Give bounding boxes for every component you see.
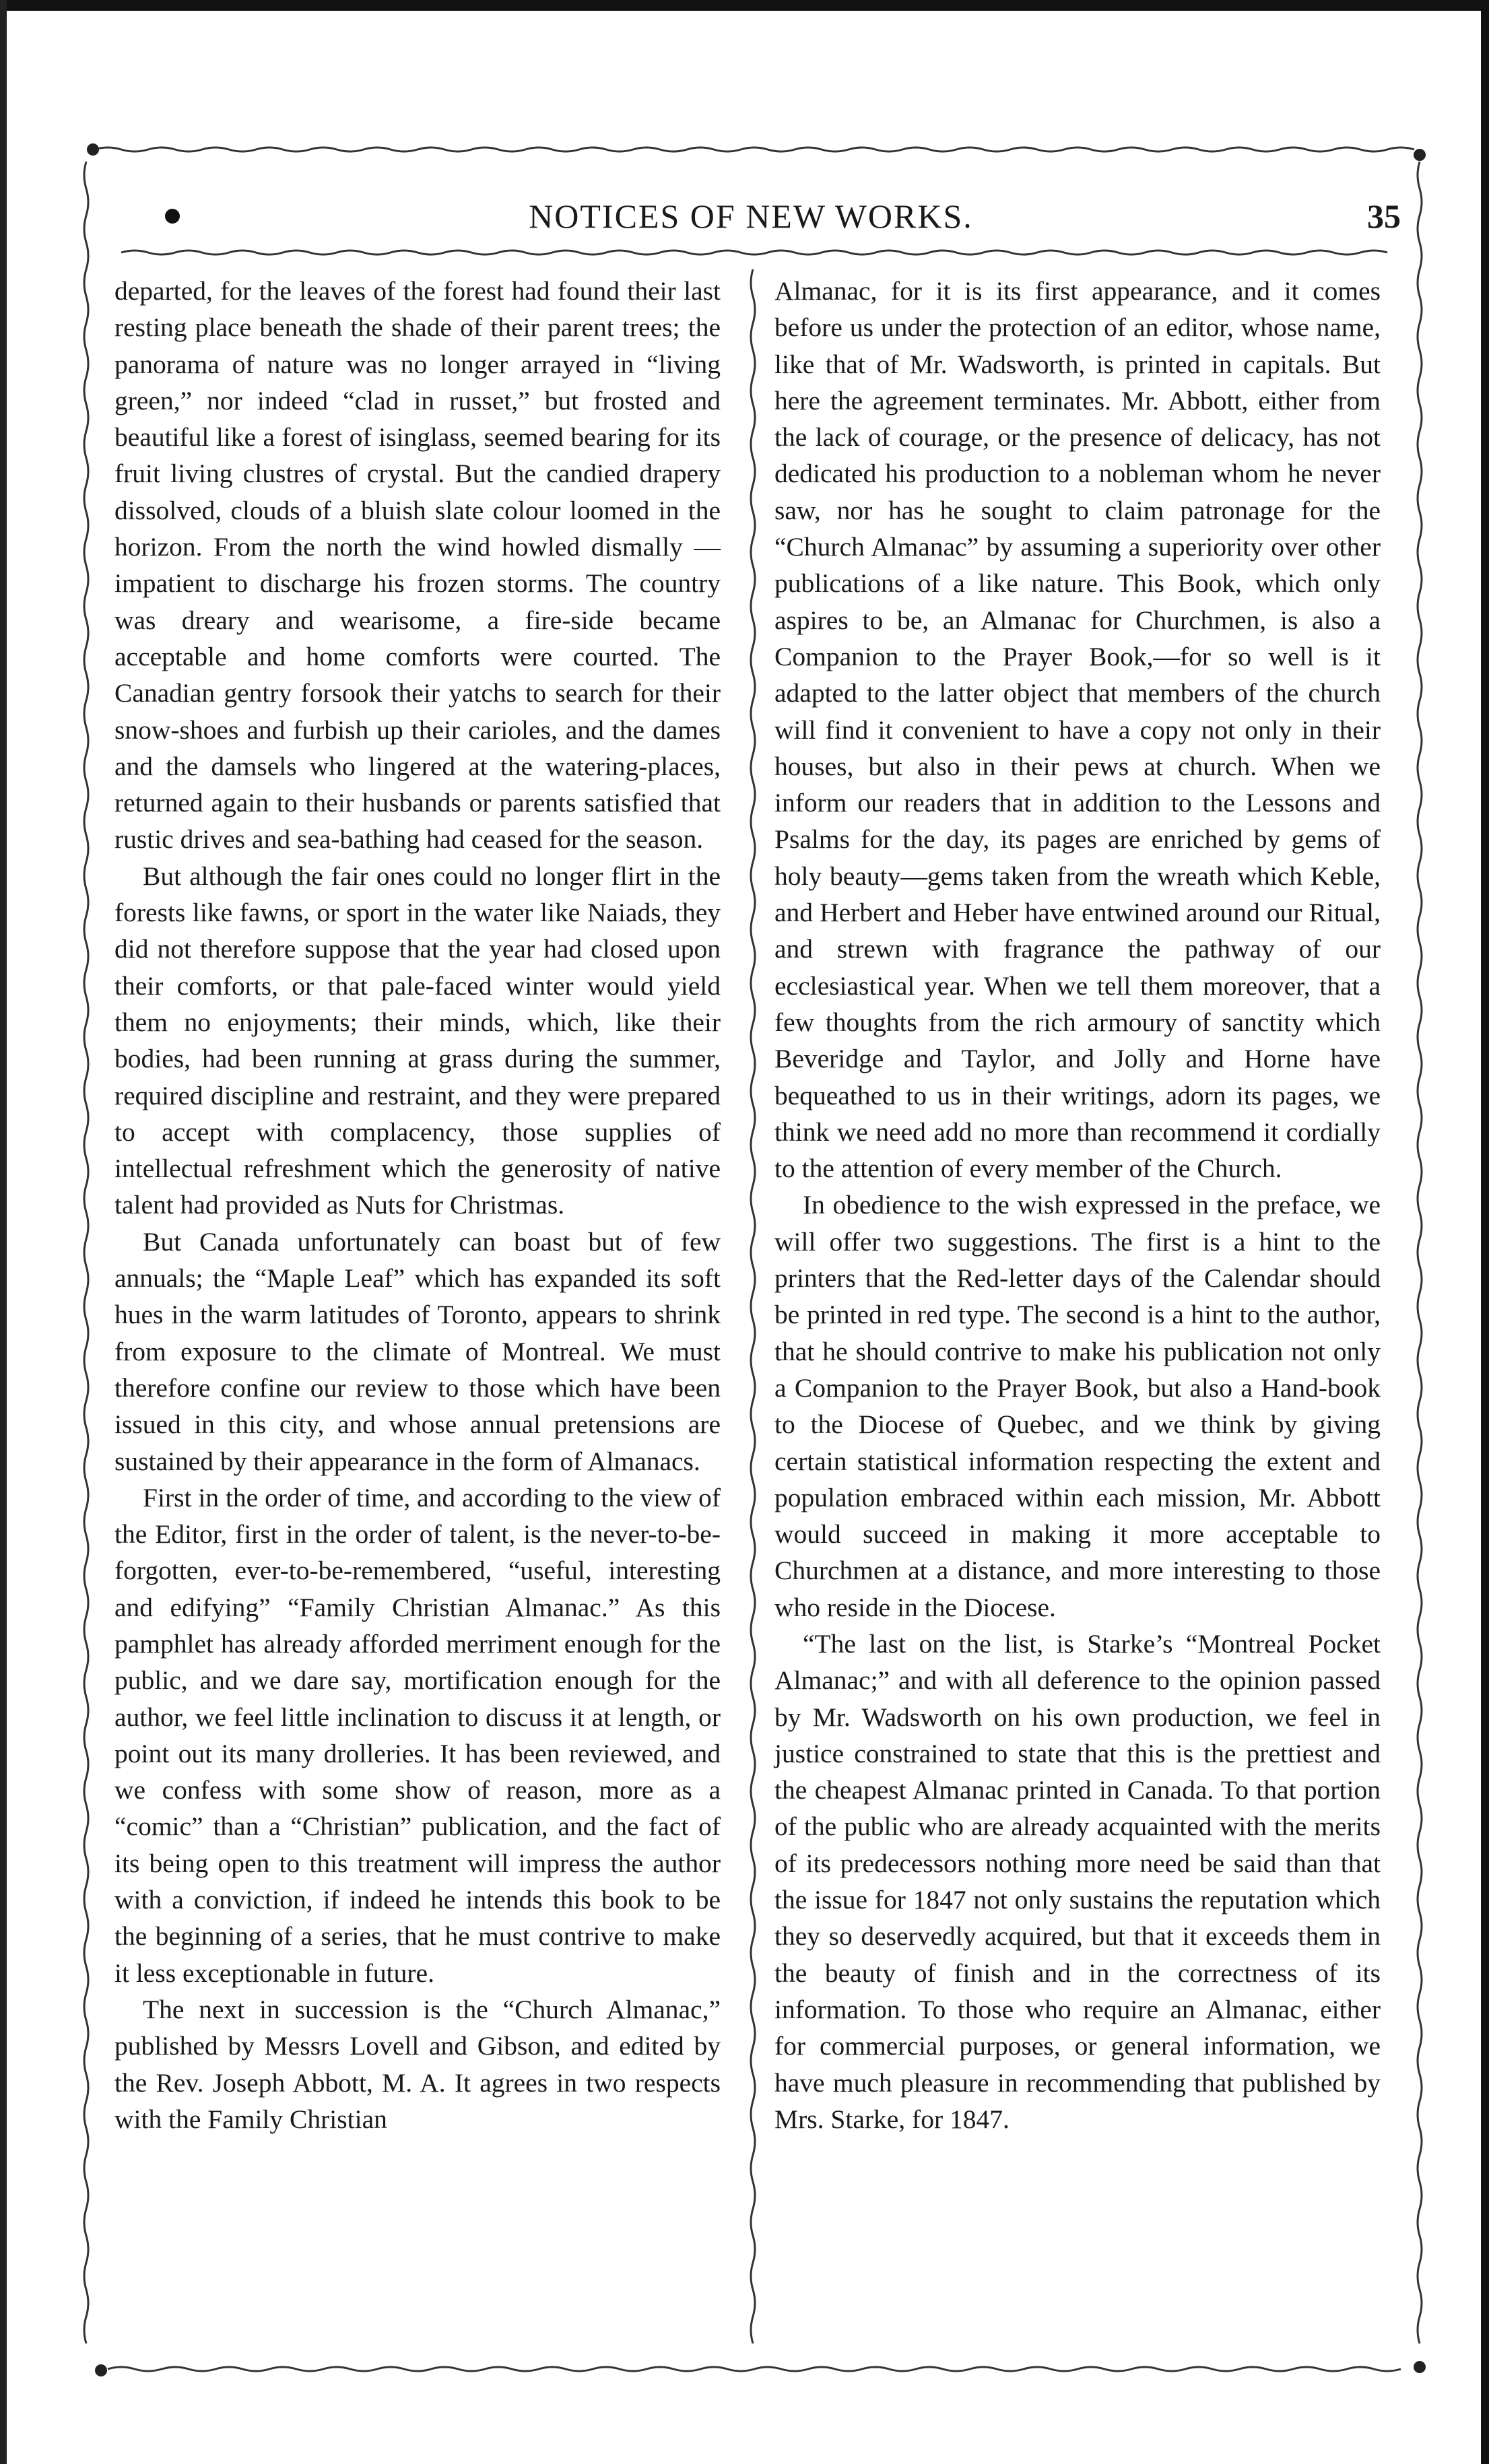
paragraph: “The last on the list, is Starke’s “Montreal Pocket Almanac;” and with all deference to the opinion passed by Mr. Wadsworth on his own production, we feel in justice constrained to state that this is the prettiest and the cheapest Almanac printed in Canada. To that portion of the public who are already acquainted with the merits of its predecessors nothing more need be said than that the issue for 1847 not only sustains the reputation which they so deservedly acquired, but that it exceeds them in the beauty of finish and in the correctness of its information. To those who require an Almanac, either for commercial purposes, or general information, we have much pleasure in recommending that published by Mrs. Starke, for 1847. <box>774 1628 1381 2134</box>
left-column <box>114 273 721 2137</box>
paragraph: But although the fair ones could no longer flirt in the forests like fawns, or sport in the water like Naiads, they did not therefore suppose that the year had closed upon their comforts, or that pale-faced winter would yield them no enjoyments; their minds, which, like their bodies, had been running at grass during the summer, required discipline and restraint, and they were prepared to accept with complacency, those supplies of intellectual refreshment which the generosity of native talent had provided as Nuts for Christmas. <box>114 861 721 1220</box>
page-header <box>101 197 1401 244</box>
paragraph: But Canada unfortunately can boast but of few annuals; the “Maple Leaf” which has expanded its soft hues in the warm latitudes of Toronto, appears to shrink from exposure to the climate of Montreal. We must therefore confine our review to those which have been issued in this city, and whose annual pretensions are sustained by their appearance in the form of Almanacs. <box>114 1226 721 1476</box>
paragraph: departed, for the leaves of the forest had found their last resting place beneath the shade of their parent trees; the panorama of nature was no longer arrayed in “living green,” nor indeed “clad in russet,” but frosted and beautiful like a forest of isinglass, seemed bearing for its fruit living clustres of crystal. But the candied drapery dissolved, clouds of a bluish slate colour loomed in the horizon. From the north the wind howled dismally —impatient to discharge his frozen storms. The country was dreary and wearisome, a fire-side became acceptable and home comforts were courted. The Canadian gentry forsook their yatchs to search for their snow-shoes and furbish up their carioles, and the dames and the damsels who lingered at the watering-places, returned again to their husbands or parents satisfied that rustic drives and sea-bathing had ceased for the season. <box>114 276 721 855</box>
page-number: 35 <box>1367 197 1401 235</box>
paragraph: First in the order of time, and according to the view of the Editor, first in the order of talent, is the never-to-be-forgotten, ever-to-be-remembered, “useful, interesting and edifying” “Family Christian Almanac.” As this pamphlet has already afforded merriment enough for the public, and we dare say, mortification enough for the author, we feel little inclination to discuss it at length, or point out its many drolleries. It has been reviewed, and we confess with some show of reason, more as a “comic” than a “Christian” publication, and the fact of its being open to this treatment will impress the author with a conviction, if indeed he intends this book to be the beginning of a series, that he must contrive to make it less exceptionable in future. <box>114 1482 721 1988</box>
paragraph: Almanac, for it is its first appearance, and it comes before us under the protection of an editor, whose name, like that of Mr. Wadsworth, is printed in capitals. But here the agreement terminates. Mr. Abbott, either from the lack of courage, or the presence of delicacy, has not dedicated his production to a nobleman whom he never saw, nor has he sought to claim patronage for the “Church Almanac” by assuming a superiority over other publications of a like nature. This Book, which only aspires to be, an Almanac for Churchmen, is also a Companion to the Prayer Book,—for so well is it adapted to the latter object that members of the church will find it convenient to have a copy not only in their houses, but also in their pews at church. When we inform our readers that in addition to the Lessons and Psalms for the day, its pages are enriched by gems of holy beauty—gems taken from the wreath which Keble, and Herbert and Heber have entwined around our Ritual, and strewn with fragrance the pathway of our ecclesiastical year. When we tell them moreover, that a few thoughts from the rich armoury of sanctity which Beveridge and Taylor, and Jolly and Horne have bequeathed to us in their writings, adorn its pages, we think we need add no more than recommend it cordially to the attention of every member of the Church. <box>774 276 1381 1184</box>
running-title: NOTICES OF NEW WORKS. <box>529 197 973 235</box>
paragraph: The next in succession is the “Church Almanac,” published by Messrs Lovell and Gibson, and edited by the Rev. Joseph Abbott, M. A. It agrees in two respects with the Family Christian <box>114 1994 721 2134</box>
paragraph: In obedience to the wish expressed in the preface, we will offer two suggestions. The first is a hint to the printers that the Red-letter days of the Calendar should be printed in red type. The second is a hint to the author, that he should contrive to make his publication not only a Companion to the Prayer Book, but also a Hand-book to the Diocese of Quebec, and we think by giving certain statistical information respecting the extent and population embraced within each mission, Mr. Abbott would succeed in making it more acceptable to Churchmen at a distance, and more interesting to those who reside in the Diocese. <box>774 1190 1381 1622</box>
right-column <box>774 273 1381 2137</box>
